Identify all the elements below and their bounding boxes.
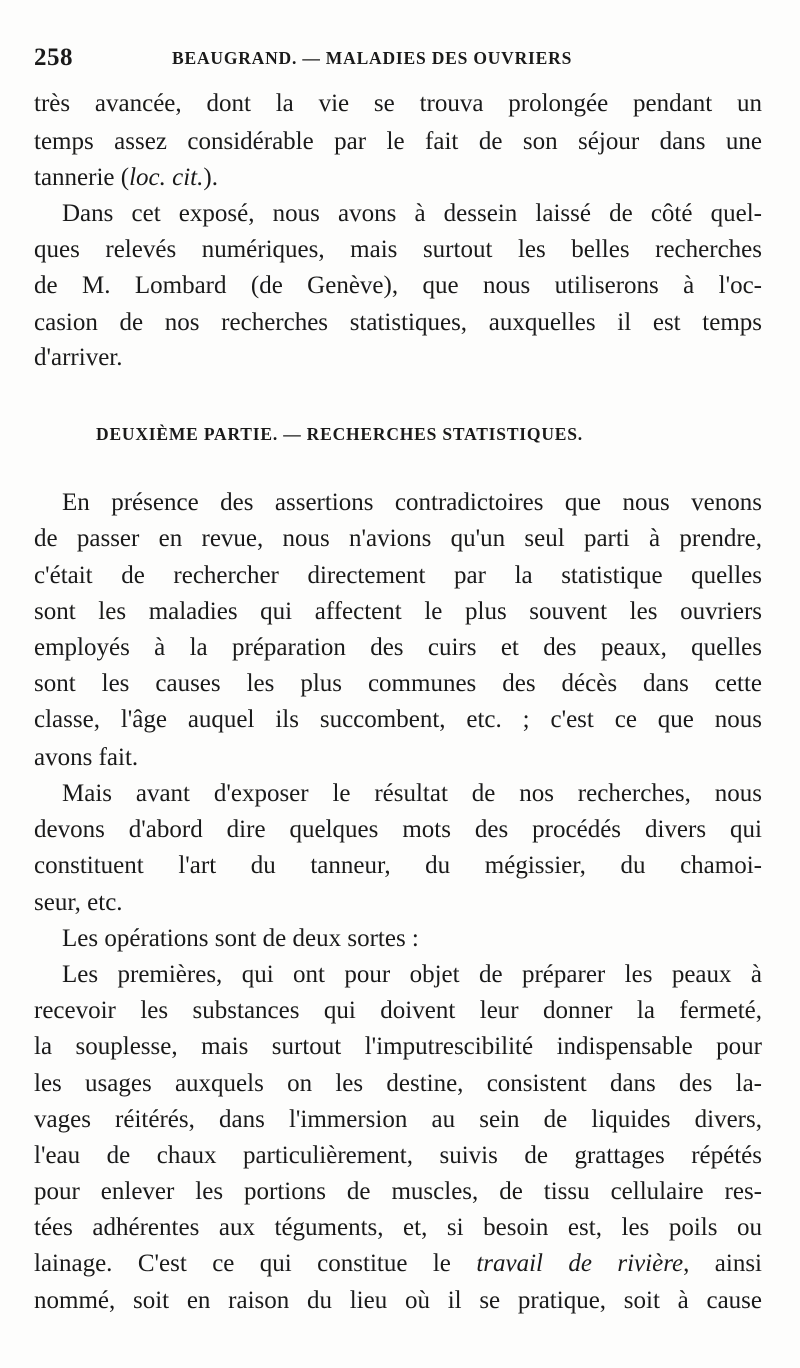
text-line: classe, l'âge auquel ils succombent, etc. ; c'est ce que nous (34, 706, 762, 733)
text-line: très avancée, dont la vie se trouva prolongée pendant un (34, 90, 762, 117)
text-run: tannerie ( (34, 164, 130, 191)
text-line: pour enlever les portions de muscles, de tissu cellulaire res- (34, 1178, 762, 1205)
text-line: Les opérations sont de deux sortes : (62, 925, 419, 952)
text-line: Dans cet exposé, nous avons à dessein laissé de côté quel- (62, 200, 762, 227)
text-run: , ainsi (683, 1250, 762, 1277)
text-line: sont les maladies qui affectent le plus souvent les ouvriers (34, 598, 762, 625)
text-line: nommé, soit en raison du lieu où il se pratique, soit à cause (34, 1287, 762, 1314)
text-line: recevoir les substances qui doivent leur donner la fermeté, (34, 997, 762, 1024)
text-line: c'était de rechercher directement par la statistique quelles (34, 562, 762, 589)
text-line: devons d'abord dire quelques mots des procédés divers qui (34, 816, 762, 843)
text-line (34, 160, 218, 196)
text-run: ). (203, 164, 218, 191)
page-header (34, 44, 774, 74)
text-line: d'arriver. (34, 344, 123, 371)
text-line: Les premières, qui ont pour objet de préparer les peaux à (62, 961, 762, 988)
page-number: 258 (34, 44, 73, 71)
text-line: sont les causes les plus communes des décès dans cette (34, 670, 762, 697)
text-line: avons fait. (34, 744, 139, 771)
running-head: BEAUGRAND. — MALADIES DES OUVRIERS (172, 48, 573, 68)
text-line: constituent l'art du tanneur, du mégissier, du chamoi- (34, 852, 762, 879)
text-line: Mais avant d'exposer le résultat de nos recherches, nous (62, 780, 762, 807)
text-line: les usages auxquels on les destine, consistent dans des la- (34, 1070, 762, 1097)
text-line: de M. Lombard (de Genève), que nous utiliserons à l'oc- (34, 272, 762, 299)
text-line: employés à la préparation des cuirs et des peaux, quelles (34, 634, 762, 661)
text-run: lainage. C'est ce qui constitue le (34, 1250, 477, 1277)
text-line: ques relevés numériques, mais surtout les belles recherches (34, 236, 762, 263)
section-heading: DEUXIÈME PARTIE. — RECHERCHES STATISTIQUES. (96, 424, 583, 444)
text-line: la souplesse, mais surtout l'imputrescibilité indispensable pour (34, 1033, 762, 1060)
text-line: seur, etc. (34, 889, 123, 916)
text-line: l'eau de chaux particulièrement, suivis de grattages répétés (34, 1142, 762, 1169)
text-line: de passer en revue, nous n'avions qu'un seul parti à prendre, (34, 525, 762, 552)
text-line: casion de nos recherches statistiques, auxquelles il est temps (34, 309, 762, 336)
italic-citation: loc. cit. (129, 164, 204, 191)
text-line: temps assez considérable par le fait de son séjour dans une (34, 128, 762, 155)
text-line (34, 1246, 762, 1282)
text-line: En présence des assertions contradictoires que nous venons (62, 489, 762, 516)
text-line: vages réitérés, dans l'immersion au sein de liquides divers, (34, 1106, 762, 1133)
italic-term: travail de rivière (476, 1250, 684, 1277)
text-line: tées adhérentes aux téguments, et, si besoin est, les poils ou (34, 1214, 762, 1241)
